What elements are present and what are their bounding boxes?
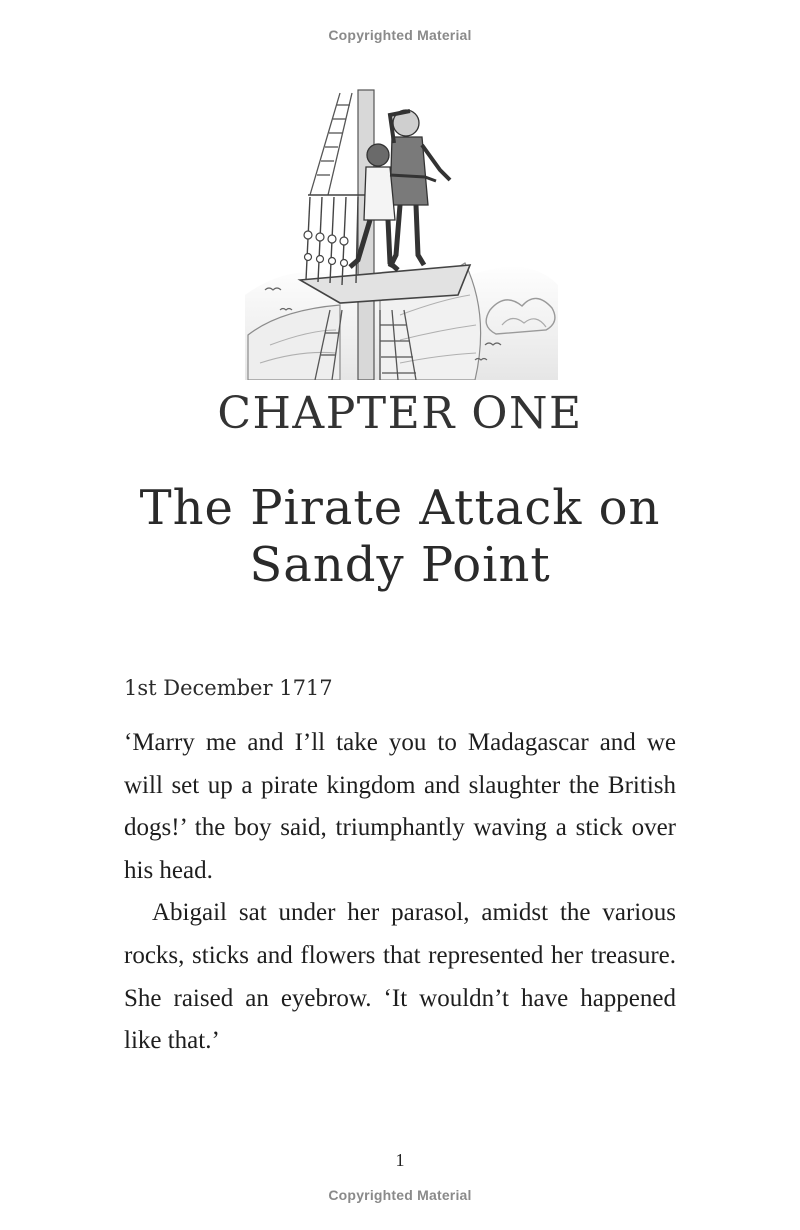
body-text xyxy=(124,722,676,1063)
copyright-watermark-top: Copyrighted Material xyxy=(328,27,472,43)
chapter-title-line-1: The Pirate Attack on xyxy=(139,480,661,536)
copyright-watermark-bottom: Copyrighted Material xyxy=(328,1187,472,1203)
chapter-title xyxy=(100,480,700,594)
page-number: 1 xyxy=(395,1150,405,1170)
chapter-title-line-2: Sandy Point xyxy=(249,537,551,593)
paragraph: ‘Marry me and I’ll take you to Madagascar and we will set up a pirate kingdom and slaughter the British dogs!’ the boy said, triumphantly waving a stick over his head. xyxy=(124,729,676,884)
chapter-label: CHAPTER ONE xyxy=(217,388,583,439)
ship-crows-nest-illustration-icon xyxy=(240,85,560,380)
diary-date: 1st December 1717 xyxy=(124,676,333,700)
paragraph: Abigail sat under her parasol, amidst the various rocks, sticks and flowers that represented her treasure. She raised an eyebrow. ‘It wouldn’t have happened like that.’ xyxy=(124,899,676,1055)
